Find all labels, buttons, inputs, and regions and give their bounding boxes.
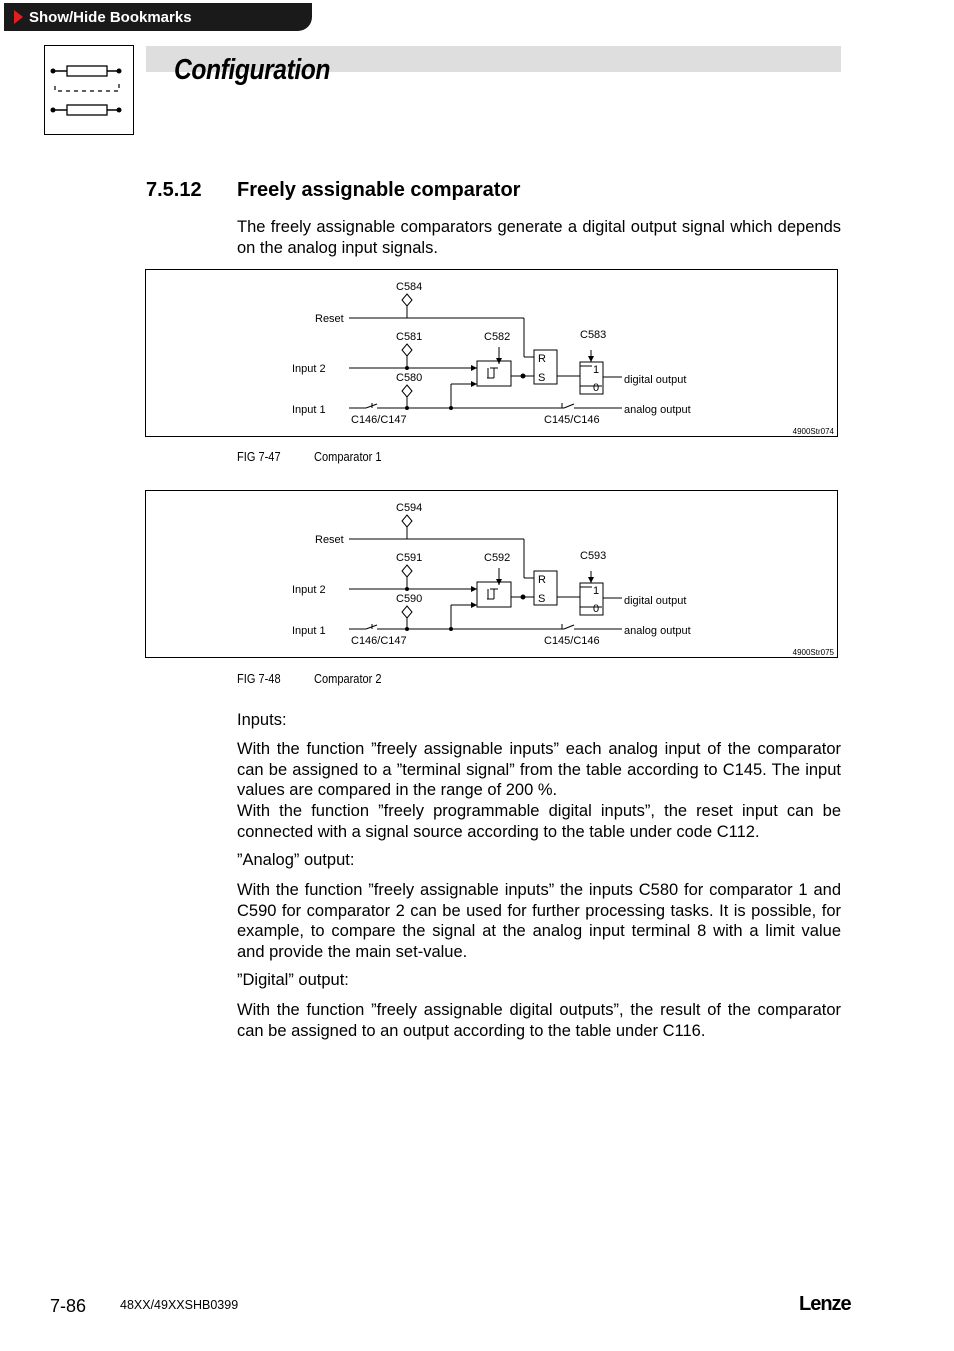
figure-1-caption-number: FIG 7-47 — [237, 449, 281, 464]
inputs-heading: Inputs: — [237, 711, 287, 729]
flipflop-r-label: R — [538, 574, 546, 586]
figure-2-diagram — [145, 490, 838, 658]
digital-output-paragraph: With the function ”freely assignable digital outputs”, the result of the comparator can be assigned to an output according to the table under C116. — [237, 1001, 841, 1040]
inputs-paragraph-1: With the function ”freely assignable inputs” each analog input of the comparator can be assigned to a ”terminal signal” from the table according to C145. The input values are compared in the range of 200 %. — [237, 740, 841, 799]
show-hide-bookmarks-button[interactable] — [4, 3, 312, 31]
diagram-id: 4900Str074 — [792, 427, 834, 436]
input-1-label: Input 1 — [292, 625, 326, 637]
flipflop-s-label: S — [538, 593, 546, 605]
analog-output-label: analog output — [624, 625, 691, 637]
code-input-select: C146/C147 — [351, 414, 407, 426]
page-title: Configuration — [174, 54, 331, 86]
document-id: 48XX/49XXSHB0399 — [120, 1298, 239, 1312]
section-number: 7.5.12 — [146, 179, 202, 201]
switch-1-label: 1 — [593, 585, 600, 597]
figure-1-caption-text: Comparator 1 — [314, 449, 382, 464]
page-number: 7-86 — [50, 1296, 87, 1316]
diagram-id: 4900Str075 — [792, 648, 834, 657]
switch-0-label: 0 — [593, 603, 600, 615]
code-output-select: C145/C146 — [544, 414, 600, 426]
analog-output-paragraph: With the function ”freely assignable inputs” the inputs C580 for comparator 1 and C590 for comparator 2 can be used for further processing tasks. It is possible, for example, to compare the signal at the analog input terminal 8 with a limit value and provide the main set-value. — [237, 881, 841, 961]
digital-output-label: digital output — [624, 595, 687, 607]
code-hysteresis: C592 — [484, 552, 511, 564]
section-title: Freely assignable comparator — [237, 179, 521, 201]
input-1-label: Input 1 — [292, 404, 326, 416]
circuit-logo-icon — [45, 46, 135, 136]
intro-paragraph: The freely assignable comparators generate a digital output signal which depends on the analog input signals. — [237, 218, 841, 257]
code-input-1: C580 — [396, 372, 423, 384]
code-reset: C584 — [396, 281, 423, 293]
chapter-logo — [44, 45, 134, 135]
input-2-label: Input 2 — [292, 584, 326, 596]
flipflop-r-label: R — [538, 353, 546, 365]
figure-2-caption-text: Comparator 2 — [314, 671, 382, 686]
comparator-diagram-svg — [146, 270, 839, 438]
switch-1-label: 1 — [593, 364, 600, 376]
code-invert: C593 — [580, 550, 607, 562]
digital-output-heading: ”Digital” output: — [237, 971, 349, 989]
code-input-select: C146/C147 — [351, 635, 407, 647]
analog-output-heading: ”Analog” output: — [237, 851, 355, 869]
flipflop-s-label: S — [538, 372, 546, 384]
analog-output-label: analog output — [624, 404, 691, 416]
code-output-select: C145/C146 — [544, 635, 600, 647]
reset-label: Reset — [315, 313, 344, 325]
inputs-paragraph-2: With the function ”freely programmable digital inputs”, the reset input can be connected with a signal source according to the table under code C112. — [237, 802, 841, 841]
input-2-label: Input 2 — [292, 363, 326, 375]
code-input-2: C581 — [396, 331, 423, 343]
code-reset: C594 — [396, 502, 423, 514]
figure-2-caption-number: FIG 7-48 — [237, 671, 281, 686]
code-input-2: C591 — [396, 552, 423, 564]
brand-logo: Lenze — [799, 1293, 851, 1315]
triangle-right-icon — [14, 10, 23, 24]
digital-output-label: digital output — [624, 374, 687, 386]
code-invert: C583 — [580, 329, 607, 341]
code-hysteresis: C582 — [484, 331, 511, 343]
reset-label: Reset — [315, 534, 344, 546]
bookmark-tab-label: Show/Hide Bookmarks — [29, 8, 192, 26]
code-input-1: C590 — [396, 593, 423, 605]
switch-0-label: 0 — [593, 382, 600, 394]
comparator-diagram-svg — [146, 491, 839, 659]
figure-1-diagram — [145, 269, 838, 437]
